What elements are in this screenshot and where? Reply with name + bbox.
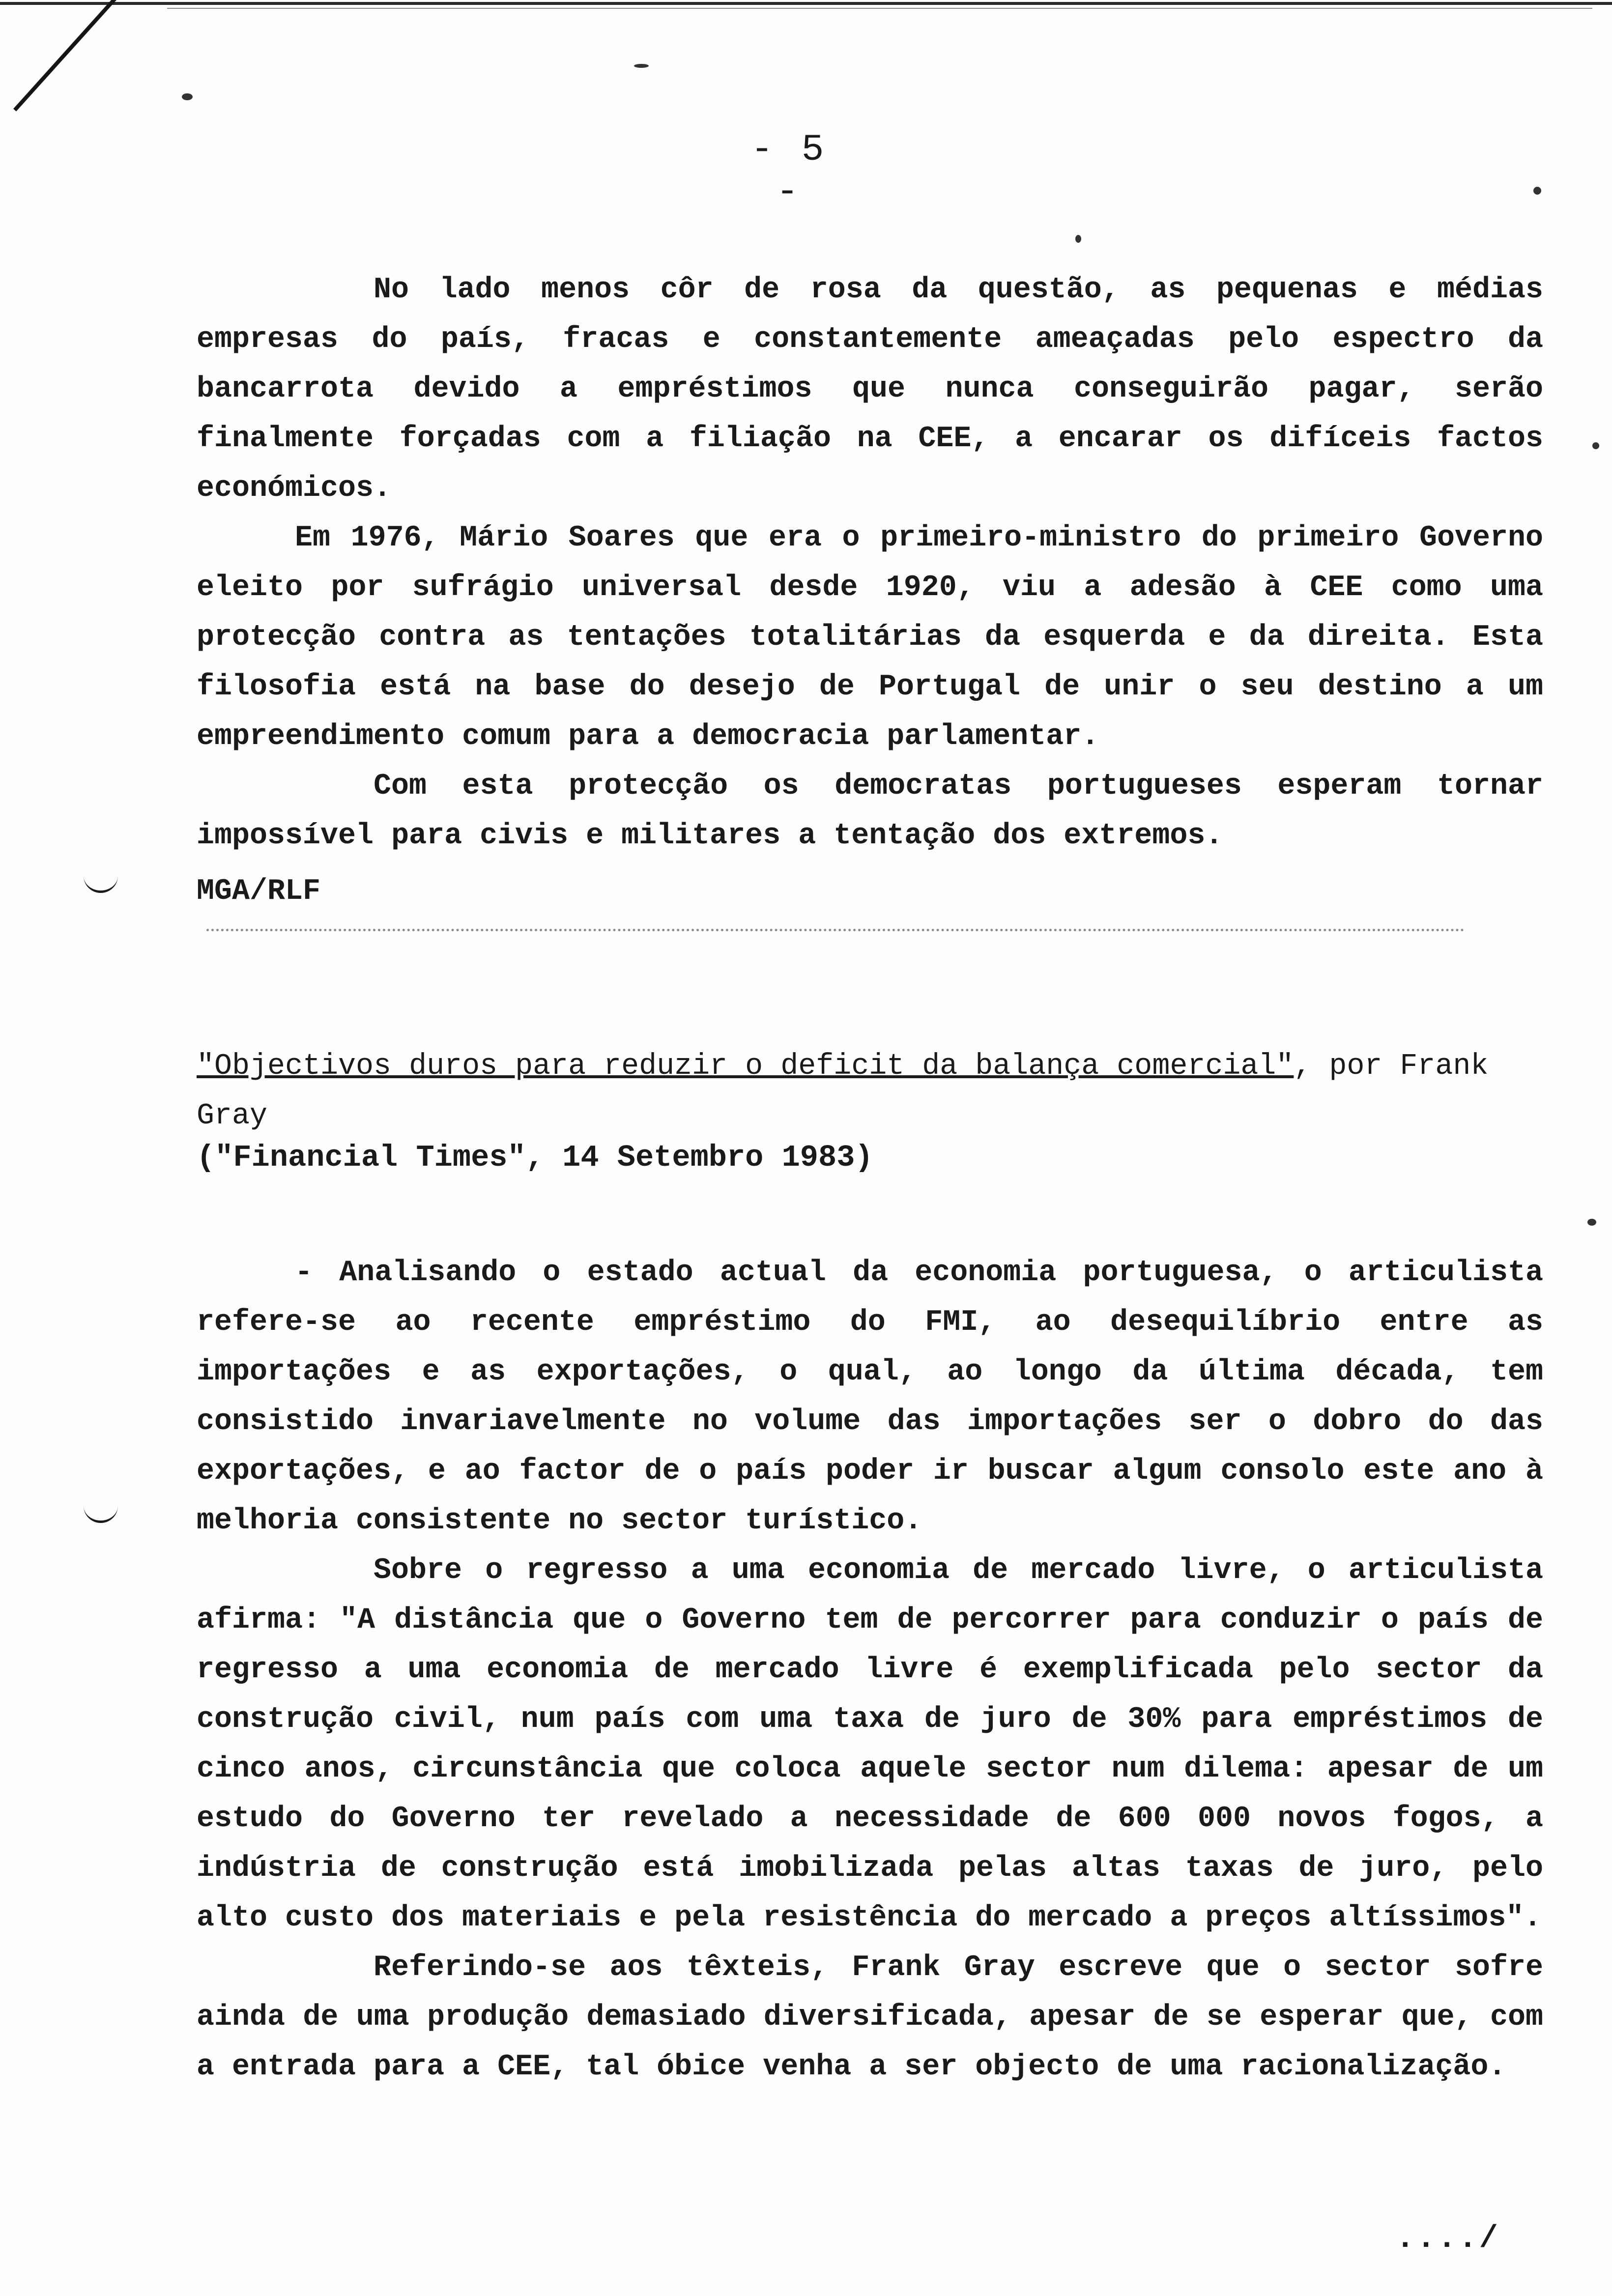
section-divider xyxy=(206,929,1465,931)
paragraph: Sobre o regresso a uma economia de mercado livre, o articulista afirma: "A distância que o Governo tem de percorrer para conduzir o país de regresso a uma economia de mercado livre é exemplificada pelo sector da construção civil, num país com uma taxa de juro de 30% para empréstimos de cinco anos, circunstância que coloca aquele sector num dilema: apesar de um estudo do Governo ter revelado a necessidade de 600 000 novos fogos, a indústria de construção está imobilizada pelas altas taxas de juro, pelo alto custo dos materiais e pela resistência do mercado a preços altíssimos". xyxy=(197,1554,1543,1935)
ink-speck xyxy=(1075,235,1081,243)
paragraph: No lado menos côr de rosa da questão, as pequenas e médias empresas do país, fracas e constantemente ameaçadas pelo espectro da bancarrota devido a empréstimos que nunca conseguirão pagar, serão finalmente forçadas com a filiação na CEE, a encarar os difíceis factos económicos. xyxy=(197,273,1543,505)
top-edge-thin-rule xyxy=(167,8,1592,9)
signature-initials: MGA/RLF xyxy=(197,875,321,908)
paragraph: Com esta protecção os democratas portugueses esperam tornar impossível para civis e militares a tentação dos extremos. xyxy=(197,770,1543,853)
ink-speck xyxy=(634,64,649,68)
ink-speck xyxy=(182,93,193,100)
page-number: - 5 - xyxy=(750,129,827,213)
article-byline: , por Frank Gray xyxy=(197,1050,1489,1133)
margin-paren-mark xyxy=(84,1505,118,1523)
ink-speck xyxy=(1587,1219,1596,1226)
corner-pen-stroke xyxy=(13,0,118,112)
paragraph: Em 1976, Mário Soares que era o primeiro-ministro do primeiro Governo eleito por sufrágio universal desde 1920, viu a adesão à CEE como uma protecção contra as tentações totalitárias da esquerda e da direita. Esta filosofia está na base do desejo de Portugal de unir o seu destino a um empreendimento comum para a democracia parlamentar. xyxy=(197,521,1543,753)
article-title xyxy=(197,1042,1543,1141)
margin-paren-mark xyxy=(84,875,118,893)
continuation-mark: ..../ xyxy=(1396,2221,1500,2257)
paragraph: Referindo-se aos têxteis, Frank Gray escreve que o sector sofre ainda de uma produção demasiado diversificada, apesar de se esperar que, com a entrada para a CEE, tal óbice venha a ser objecto de uma racionalização. xyxy=(197,1951,1543,2084)
body-section-2 xyxy=(197,1248,1543,2092)
ink-speck xyxy=(1533,187,1541,195)
top-edge-rule xyxy=(0,2,1612,5)
paragraph: - Analisando o estado actual da economia portuguesa, o articulista refere-se ao recente empréstimo do FMI, ao desequilíbrio entre as importações e as exportações, o qual, ao longo da última década, tem consistido invariavelmente no volume das importações ser o dobro do das exportações, e ao factor de o país poder ir buscar algum consolo este ano à melhoria consistente no sector turístico. xyxy=(197,1256,1543,1538)
article-headline: "Objectivos duros para reduzir o deficit da balança comercial" xyxy=(197,1050,1294,1083)
body-section-1 xyxy=(197,265,1543,861)
article-source: ("Financial Times", 14 Setembro 1983) xyxy=(197,1140,873,1175)
ink-speck xyxy=(1592,442,1599,449)
